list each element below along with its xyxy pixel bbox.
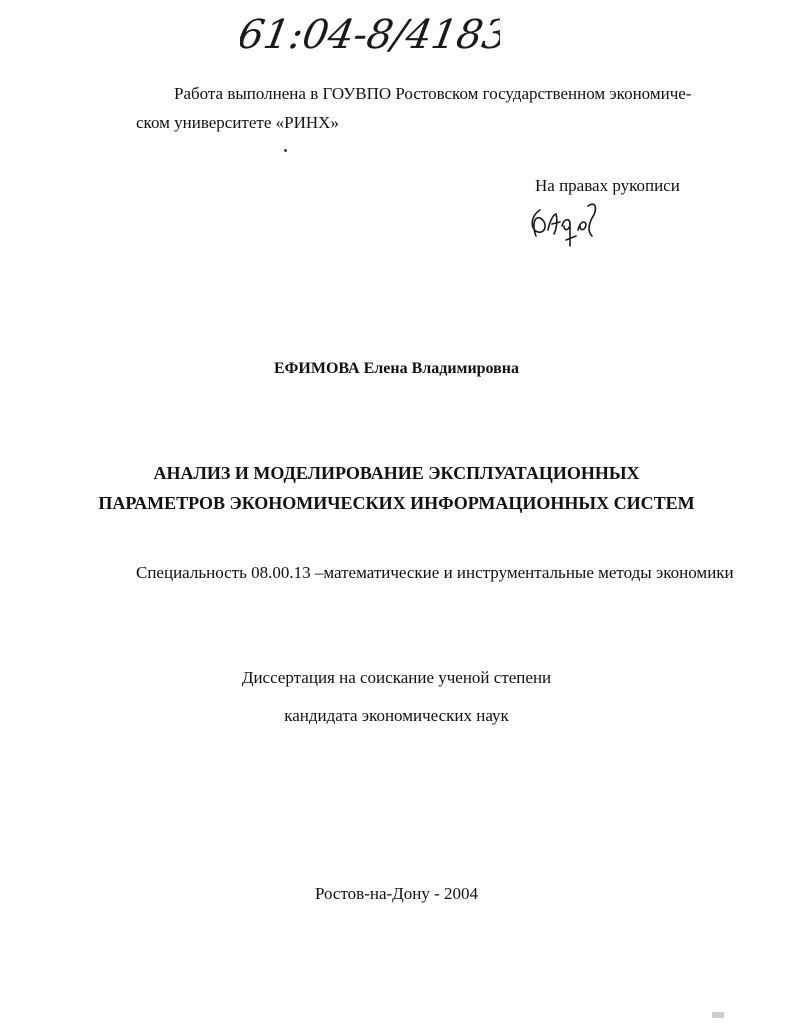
degree-statement-line-1: Диссертация на соискание ученой степени — [241, 668, 552, 687]
scan-speck — [284, 149, 287, 152]
author-name — [0, 360, 793, 378]
specialty-line: Специальность 08.00.13 –математические и инструментальные методы экономики — [136, 563, 734, 582]
signature-stroke-4 — [578, 204, 595, 236]
institution-statement-line-2: ском университете «РИНХ» — [136, 113, 339, 132]
signature-icon — [526, 196, 606, 252]
degree-statement-line-2: кандидата экономических наук — [284, 706, 509, 725]
signature-stroke-3 — [562, 220, 576, 246]
handwritten-code-drawing — [240, 4, 500, 64]
dissertation-title-line-1: АНАЛИЗ И МОДЕЛИРОВАНИЕ ЭКСПЛУАТАЦИОННЫХ — [153, 463, 640, 483]
dissertation-title — [0, 458, 793, 518]
signature-stroke-1 — [532, 210, 545, 236]
institution-statement — [136, 79, 736, 137]
manuscript-rights-note: На правах рукописи — [535, 176, 680, 195]
institution-statement-line-1: Работа выполнена в ГОУВПО Ростовском государственном экономиче- — [174, 84, 692, 103]
scan-corner-mark — [712, 1012, 724, 1018]
dissertation-title-line-2: ПАРАМЕТРОВ ЭКОНОМИЧЕСКИХ ИНФОРМАЦИОННЫХ СИСТЕМ — [98, 493, 695, 513]
handwritten-code-text: 61:04-8/4183 — [240, 11, 500, 58]
author-given-names: Елена Владимировна — [363, 360, 520, 377]
author-surname: ЕФИМОВА — [273, 360, 360, 377]
signature-stroke-2 — [548, 214, 560, 234]
place-and-year: Ростов-на-Дону - 2004 — [314, 884, 479, 903]
handwritten-registration-code — [240, 4, 500, 64]
signature-drawing — [526, 196, 606, 252]
